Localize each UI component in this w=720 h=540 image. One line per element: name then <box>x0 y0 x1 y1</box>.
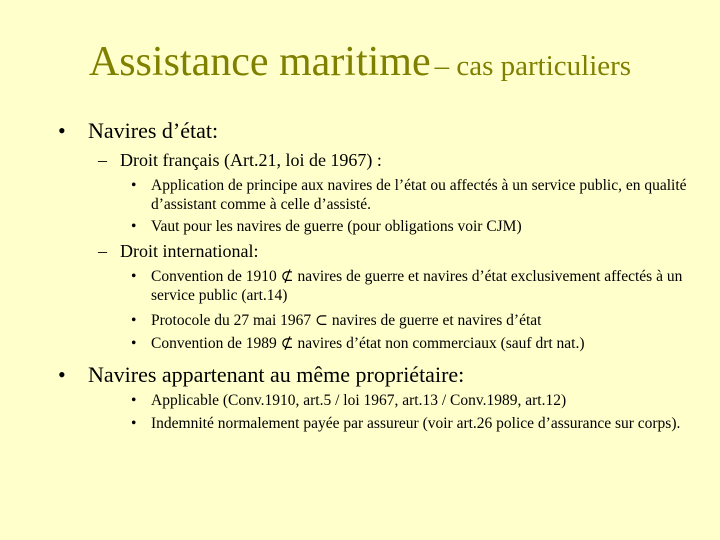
list-item-text: Applicable (Conv.1910, art.5 / loi 1967, art.13 / Conv.1989, art.12) <box>151 392 567 409</box>
section-heading-text: Navires appartenant au même propriétaire: <box>88 362 465 387</box>
list-item <box>131 176 691 214</box>
title-sub: – cas particuliers <box>434 50 632 82</box>
bullet: • <box>131 218 137 235</box>
dash-bullet: – <box>98 150 107 170</box>
list-item <box>131 267 691 305</box>
slide-title <box>0 38 720 86</box>
subsection-heading-droit-international <box>98 241 258 262</box>
list-item <box>131 334 691 353</box>
bullet: • <box>131 312 137 329</box>
list-item-text: Vaut pour les navires de guerre (pour obligations voir CJM) <box>151 218 522 235</box>
list-item-text: Convention de 1989 ⊄ navires d’état non commerciaux (sauf drt nat.) <box>151 335 585 352</box>
bullet: • <box>58 118 66 143</box>
list-item <box>131 414 691 433</box>
list-item-text: Indemnité normalement payée par assureur (voir art.26 police d’assurance sur corps). <box>151 415 681 432</box>
section-heading-navires-etat <box>58 118 218 144</box>
subsection-heading-text: Droit international: <box>120 241 259 261</box>
bullet: • <box>58 362 66 387</box>
subsection-heading-text: Droit français (Art.21, loi de 1967) : <box>120 150 382 170</box>
list-item-text: Application de principe aux navires de l’état ou affectés à un service public, en qualité d’assistant comme à celle d’assisté. <box>151 177 687 213</box>
subsection-heading-droit-francais <box>98 150 382 171</box>
list-item-text: Convention de 1910 ⊄ navires de guerre et navires d’état exclusivement affectés à un service public (art.14) <box>151 268 683 304</box>
list-item <box>131 217 691 236</box>
list-item <box>131 311 691 330</box>
list-item <box>131 391 691 410</box>
section-heading-meme-proprietaire <box>58 362 464 388</box>
bullet: • <box>131 392 137 409</box>
dash-bullet: – <box>98 241 107 261</box>
bullet: • <box>131 415 137 432</box>
title-main: Assistance maritime <box>88 39 431 85</box>
bullet: • <box>131 177 137 194</box>
list-item-text: Protocole du 27 mai 1967 ⊂ navires de guerre et navires d’état <box>151 312 542 329</box>
bullet: • <box>131 268 137 285</box>
bullet: • <box>131 335 137 352</box>
section-heading-text: Navires d’état: <box>88 118 219 143</box>
